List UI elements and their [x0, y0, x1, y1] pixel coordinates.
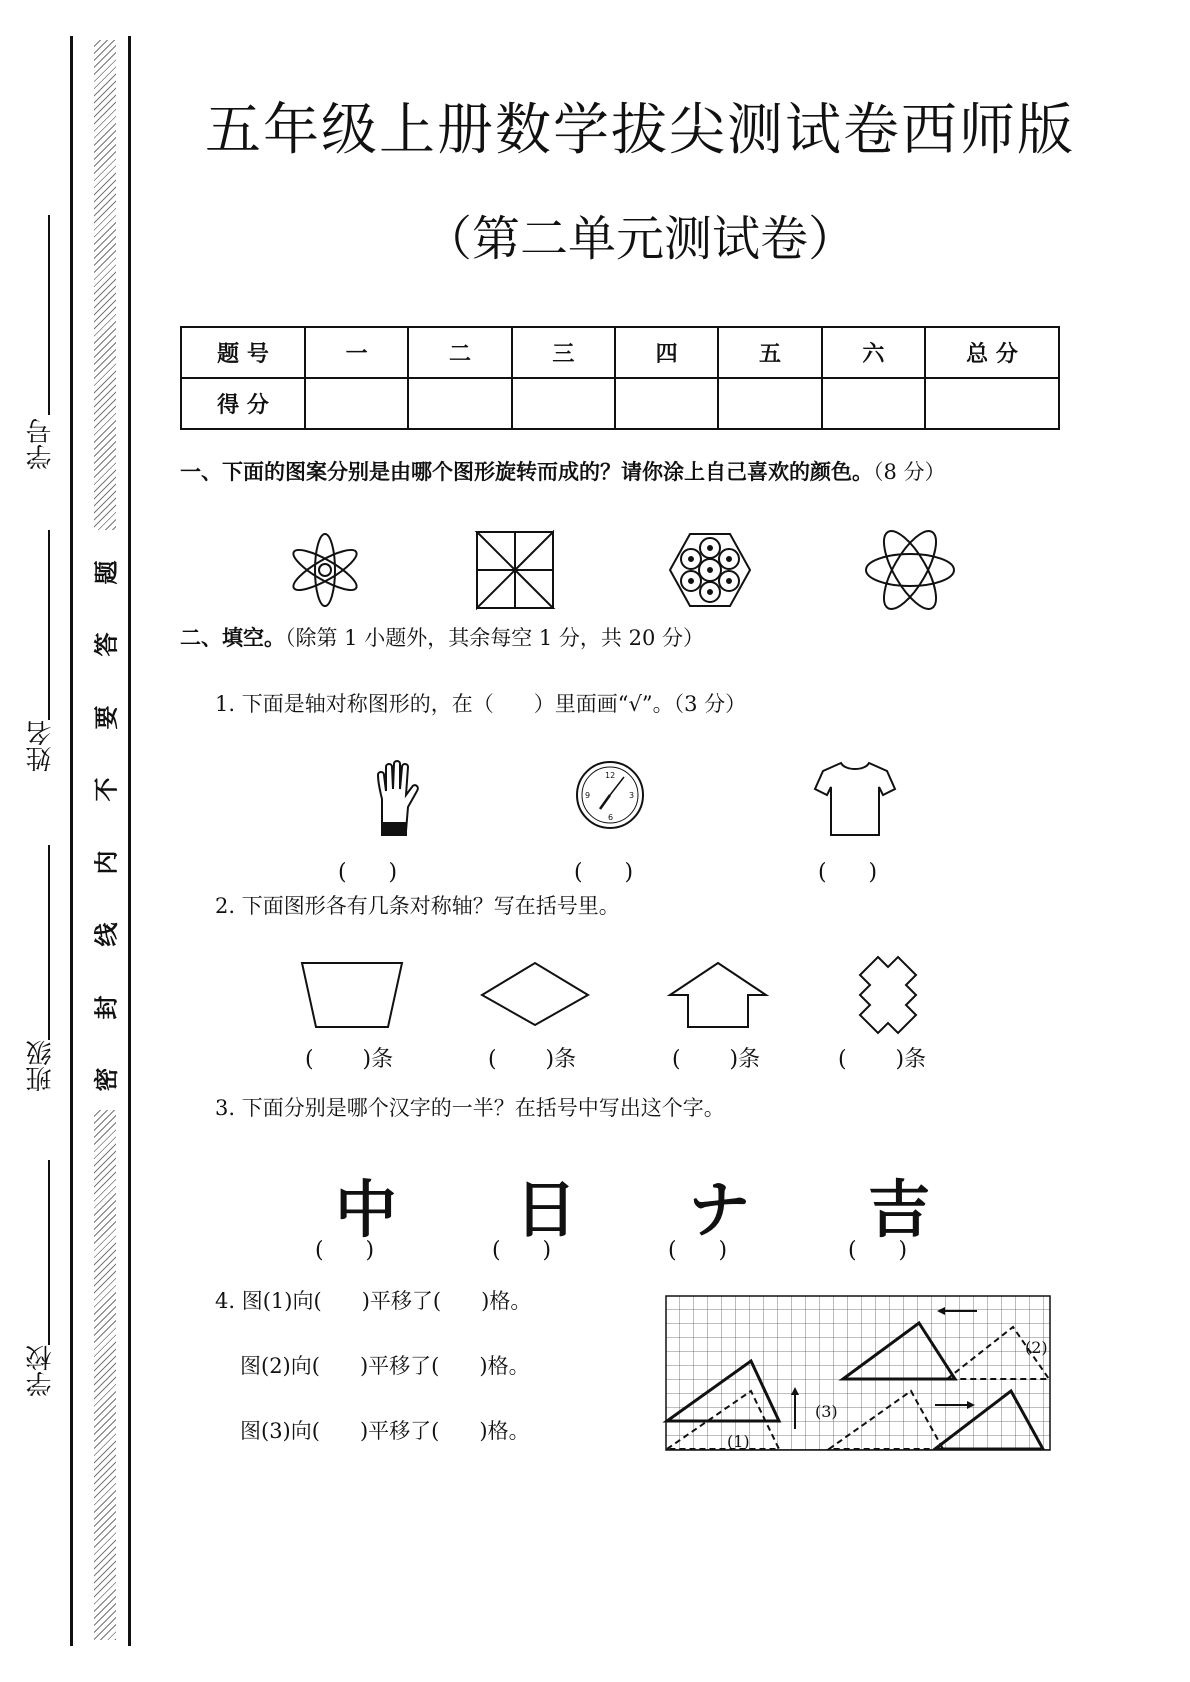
hatch-bottom: [94, 1110, 116, 1640]
side-label-student-no: 学号: [26, 418, 56, 470]
q3-answer-blank-2[interactable]: ( ): [492, 1238, 552, 1263]
side-blank-school[interactable]: [48, 1160, 50, 1345]
score-header-cell: 六: [822, 327, 925, 378]
figure-3-label: (3): [815, 1402, 838, 1421]
tshirt-icon: [815, 763, 895, 835]
arrow-house-shape: [670, 963, 766, 1027]
score-header-cell: 四: [615, 327, 718, 378]
score-table: [180, 326, 1060, 430]
q2-answer-blank-1[interactable]: ( )条: [305, 1047, 394, 1072]
half-character: 吉: [868, 1173, 931, 1246]
seal-char: 密: [91, 1067, 121, 1092]
rotation-patterns: [270, 520, 970, 620]
seal-char: 答: [91, 632, 121, 657]
binding-line-left: [70, 36, 73, 1646]
svg-text:6: 6: [608, 813, 614, 822]
translation-grid: [665, 1295, 1057, 1455]
q3-answer-blank-3[interactable]: ( ): [668, 1238, 728, 1263]
side-label-name: 姓名: [26, 720, 56, 772]
svg-text:9: 9: [585, 791, 591, 800]
q2-text: 2. 下面图形各有几条对称轴？写在括号里。: [215, 894, 620, 918]
q1-answer-blank-3[interactable]: ( ): [818, 860, 878, 885]
seal-char: 题: [91, 560, 121, 585]
q2-shapes: [300, 955, 940, 1045]
score-cell[interactable]: [718, 378, 821, 429]
q4-line-1: 4. 图(1)向( )平移了( )格。: [215, 1289, 532, 1313]
score-cell[interactable]: [822, 378, 925, 429]
svg-text:12: 12: [605, 771, 616, 780]
q2-answer-blank-3[interactable]: ( )条: [672, 1047, 761, 1072]
page-title: 五年级上册数学拔尖测试卷西师版: [205, 98, 1075, 163]
q1-pictures: [340, 755, 920, 845]
rhombus-shape: [482, 963, 588, 1025]
score-cell[interactable]: [925, 378, 1059, 429]
score-header-cell: 三: [512, 327, 615, 378]
section2-heading: [180, 622, 704, 652]
q3-answer-blank-1[interactable]: ( ): [315, 1238, 375, 1263]
side-blank-class[interactable]: [48, 845, 50, 1040]
score-cell[interactable]: [305, 378, 408, 429]
seal-char: 要: [91, 705, 121, 730]
score-header-cell: 总 分: [925, 327, 1059, 378]
binding-line-right: [128, 36, 131, 1646]
side-blank-name[interactable]: [48, 530, 50, 720]
cross-shape: [860, 957, 916, 1033]
atom-pattern: [866, 524, 954, 616]
flower-pattern: [289, 534, 361, 606]
section2-points: （除第 1 小题外，其余每空 1 分，共 20 分）: [285, 626, 704, 650]
pinwheel-pattern: [477, 532, 553, 608]
clock-icon: [577, 762, 643, 828]
half-character: ナ: [688, 1173, 751, 1246]
q2-answer-blank-4[interactable]: ( )条: [838, 1047, 927, 1072]
q1-answer-blank-2[interactable]: ( ): [574, 860, 634, 885]
page-subtitle: （第二单元测试卷）: [423, 211, 856, 267]
q4-line-2: 图(2)向( )平移了( )格。: [240, 1354, 530, 1378]
score-cell[interactable]: [512, 378, 615, 429]
seal-char: 内: [91, 850, 121, 875]
score-header-cell: 题 号: [181, 327, 305, 378]
section1-points: （8 分）: [873, 460, 946, 484]
half-character: 日: [515, 1173, 578, 1246]
score-header-cell: 二: [408, 327, 511, 378]
score-cell[interactable]: [615, 378, 718, 429]
trapezoid-shape: [302, 963, 402, 1027]
q2-answer-blank-2[interactable]: ( )条: [488, 1047, 577, 1072]
q1-text: 1. 下面是轴对称图形的，在（ ）里面画“√”。（3 分）: [215, 692, 747, 716]
svg-text:3: 3: [629, 791, 635, 800]
figure-1-label: (1): [727, 1432, 750, 1451]
q4-line-3: 图(3)向( )平移了( )格。: [240, 1419, 530, 1443]
side-label-class: 班级: [26, 1040, 56, 1092]
section1-heading: [180, 456, 946, 486]
score-header-cell: 一: [305, 327, 408, 378]
score-cell[interactable]: [408, 378, 511, 429]
glove-icon: [378, 761, 418, 835]
score-row-label: 得 分: [181, 378, 305, 429]
seal-char: 封: [91, 995, 121, 1020]
score-header-cell: 五: [718, 327, 821, 378]
half-character: 中: [335, 1173, 398, 1246]
side-label-school: 学校: [26, 1345, 56, 1397]
q1-answer-blank-1[interactable]: ( ): [338, 860, 398, 885]
hexagon-circles-pattern: [670, 534, 750, 606]
q3-text: 3. 下面分别是哪个汉字的一半？在括号中写出这个字。: [215, 1096, 725, 1120]
section1-heading-text: 一、下面的图案分别是由哪个图形旋转而成的？请你涂上自己喜欢的颜色。: [180, 460, 873, 484]
q3-answer-blank-4[interactable]: ( ): [848, 1238, 908, 1263]
seal-char: 线: [91, 922, 121, 947]
seal-char: 不: [91, 777, 121, 802]
figure-2-label: (2): [1025, 1338, 1048, 1357]
section2-heading-text: 二、填空。: [180, 626, 285, 650]
